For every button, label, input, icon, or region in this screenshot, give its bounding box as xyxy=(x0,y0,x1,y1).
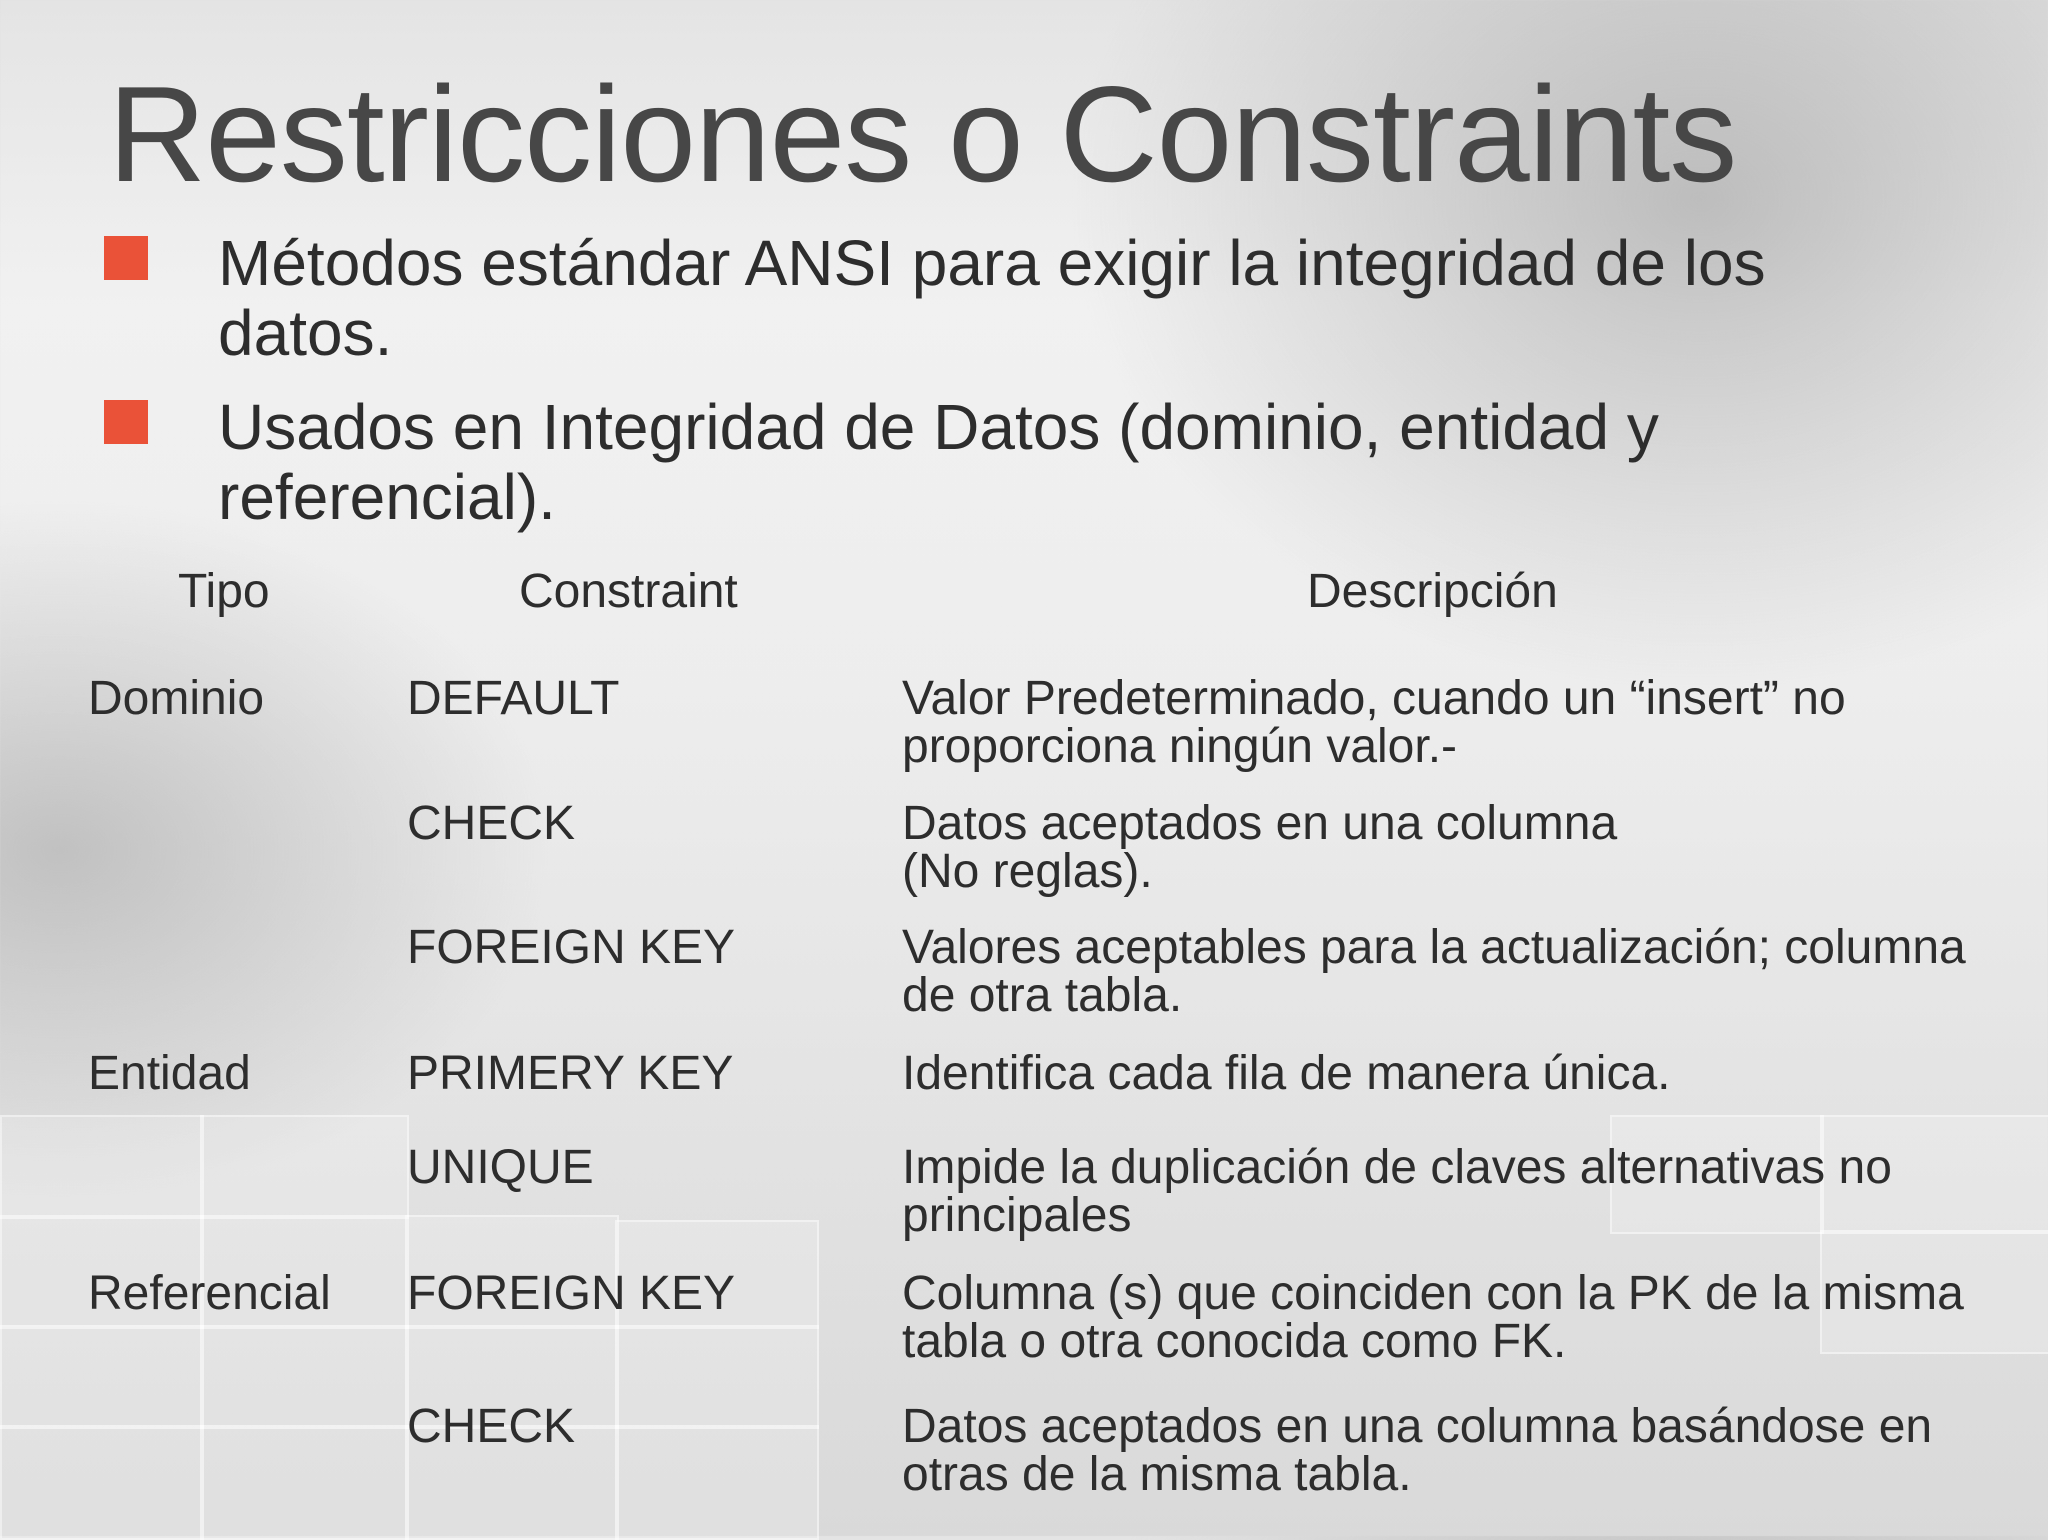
table-cell-tipo: Dominio xyxy=(88,672,265,725)
table-cell-tipo: Referencial xyxy=(88,1267,331,1320)
table-cell-descripcion: Impide la duplicación de claves alternativas no principales xyxy=(902,1141,1892,1242)
table-cell-constraint: CHECK xyxy=(407,1400,576,1453)
table-cell-constraint: DEFAULT xyxy=(407,672,620,725)
column-header-tipo: Tipo xyxy=(178,565,270,618)
table-cell-constraint: CHECK xyxy=(407,797,576,850)
bullet-text: Usados en Integridad de Datos (dominio, entidad y referencial). xyxy=(218,391,1659,533)
column-header-descripcion: Descripción xyxy=(1307,565,1558,618)
table-cell-tipo: Entidad xyxy=(88,1047,251,1100)
table-cell-descripcion: Valor Predeterminado, cuando un “insert” no proporciona ningún valor.- xyxy=(902,672,1846,773)
column-header-constraint: Constraint xyxy=(519,565,738,618)
table-cell-descripcion: Datos aceptados en una columna (No reglas). xyxy=(902,797,1618,898)
slide-title: Restricciones o Constraints xyxy=(108,58,1737,210)
bullet-list xyxy=(104,228,1804,556)
bullet-item xyxy=(104,392,1804,532)
square-bullet-icon xyxy=(104,236,148,280)
table-cell-constraint: PRIMERY KEY xyxy=(407,1047,734,1100)
table-cell-constraint: FOREIGN KEY xyxy=(407,921,736,974)
table-cell-descripcion: Identifica cada fila de manera única. xyxy=(902,1047,1671,1100)
bullet-text: Métodos estándar ANSI para exigir la integridad de los datos. xyxy=(218,227,1766,369)
square-bullet-icon xyxy=(104,400,148,444)
table-cell-descripcion: Valores aceptables para la actualización; columna de otra tabla. xyxy=(902,921,1966,1022)
table-cell-constraint: FOREIGN KEY xyxy=(407,1267,736,1320)
table-cell-constraint: UNIQUE xyxy=(407,1141,594,1194)
bullet-item xyxy=(104,228,1804,368)
table-cell-descripcion: Datos aceptados en una columna basándose en otras de la misma tabla. xyxy=(902,1400,1933,1501)
table-cell-descripcion: Columna (s) que coinciden con la PK de la misma tabla o otra conocida como FK. xyxy=(902,1267,1964,1368)
